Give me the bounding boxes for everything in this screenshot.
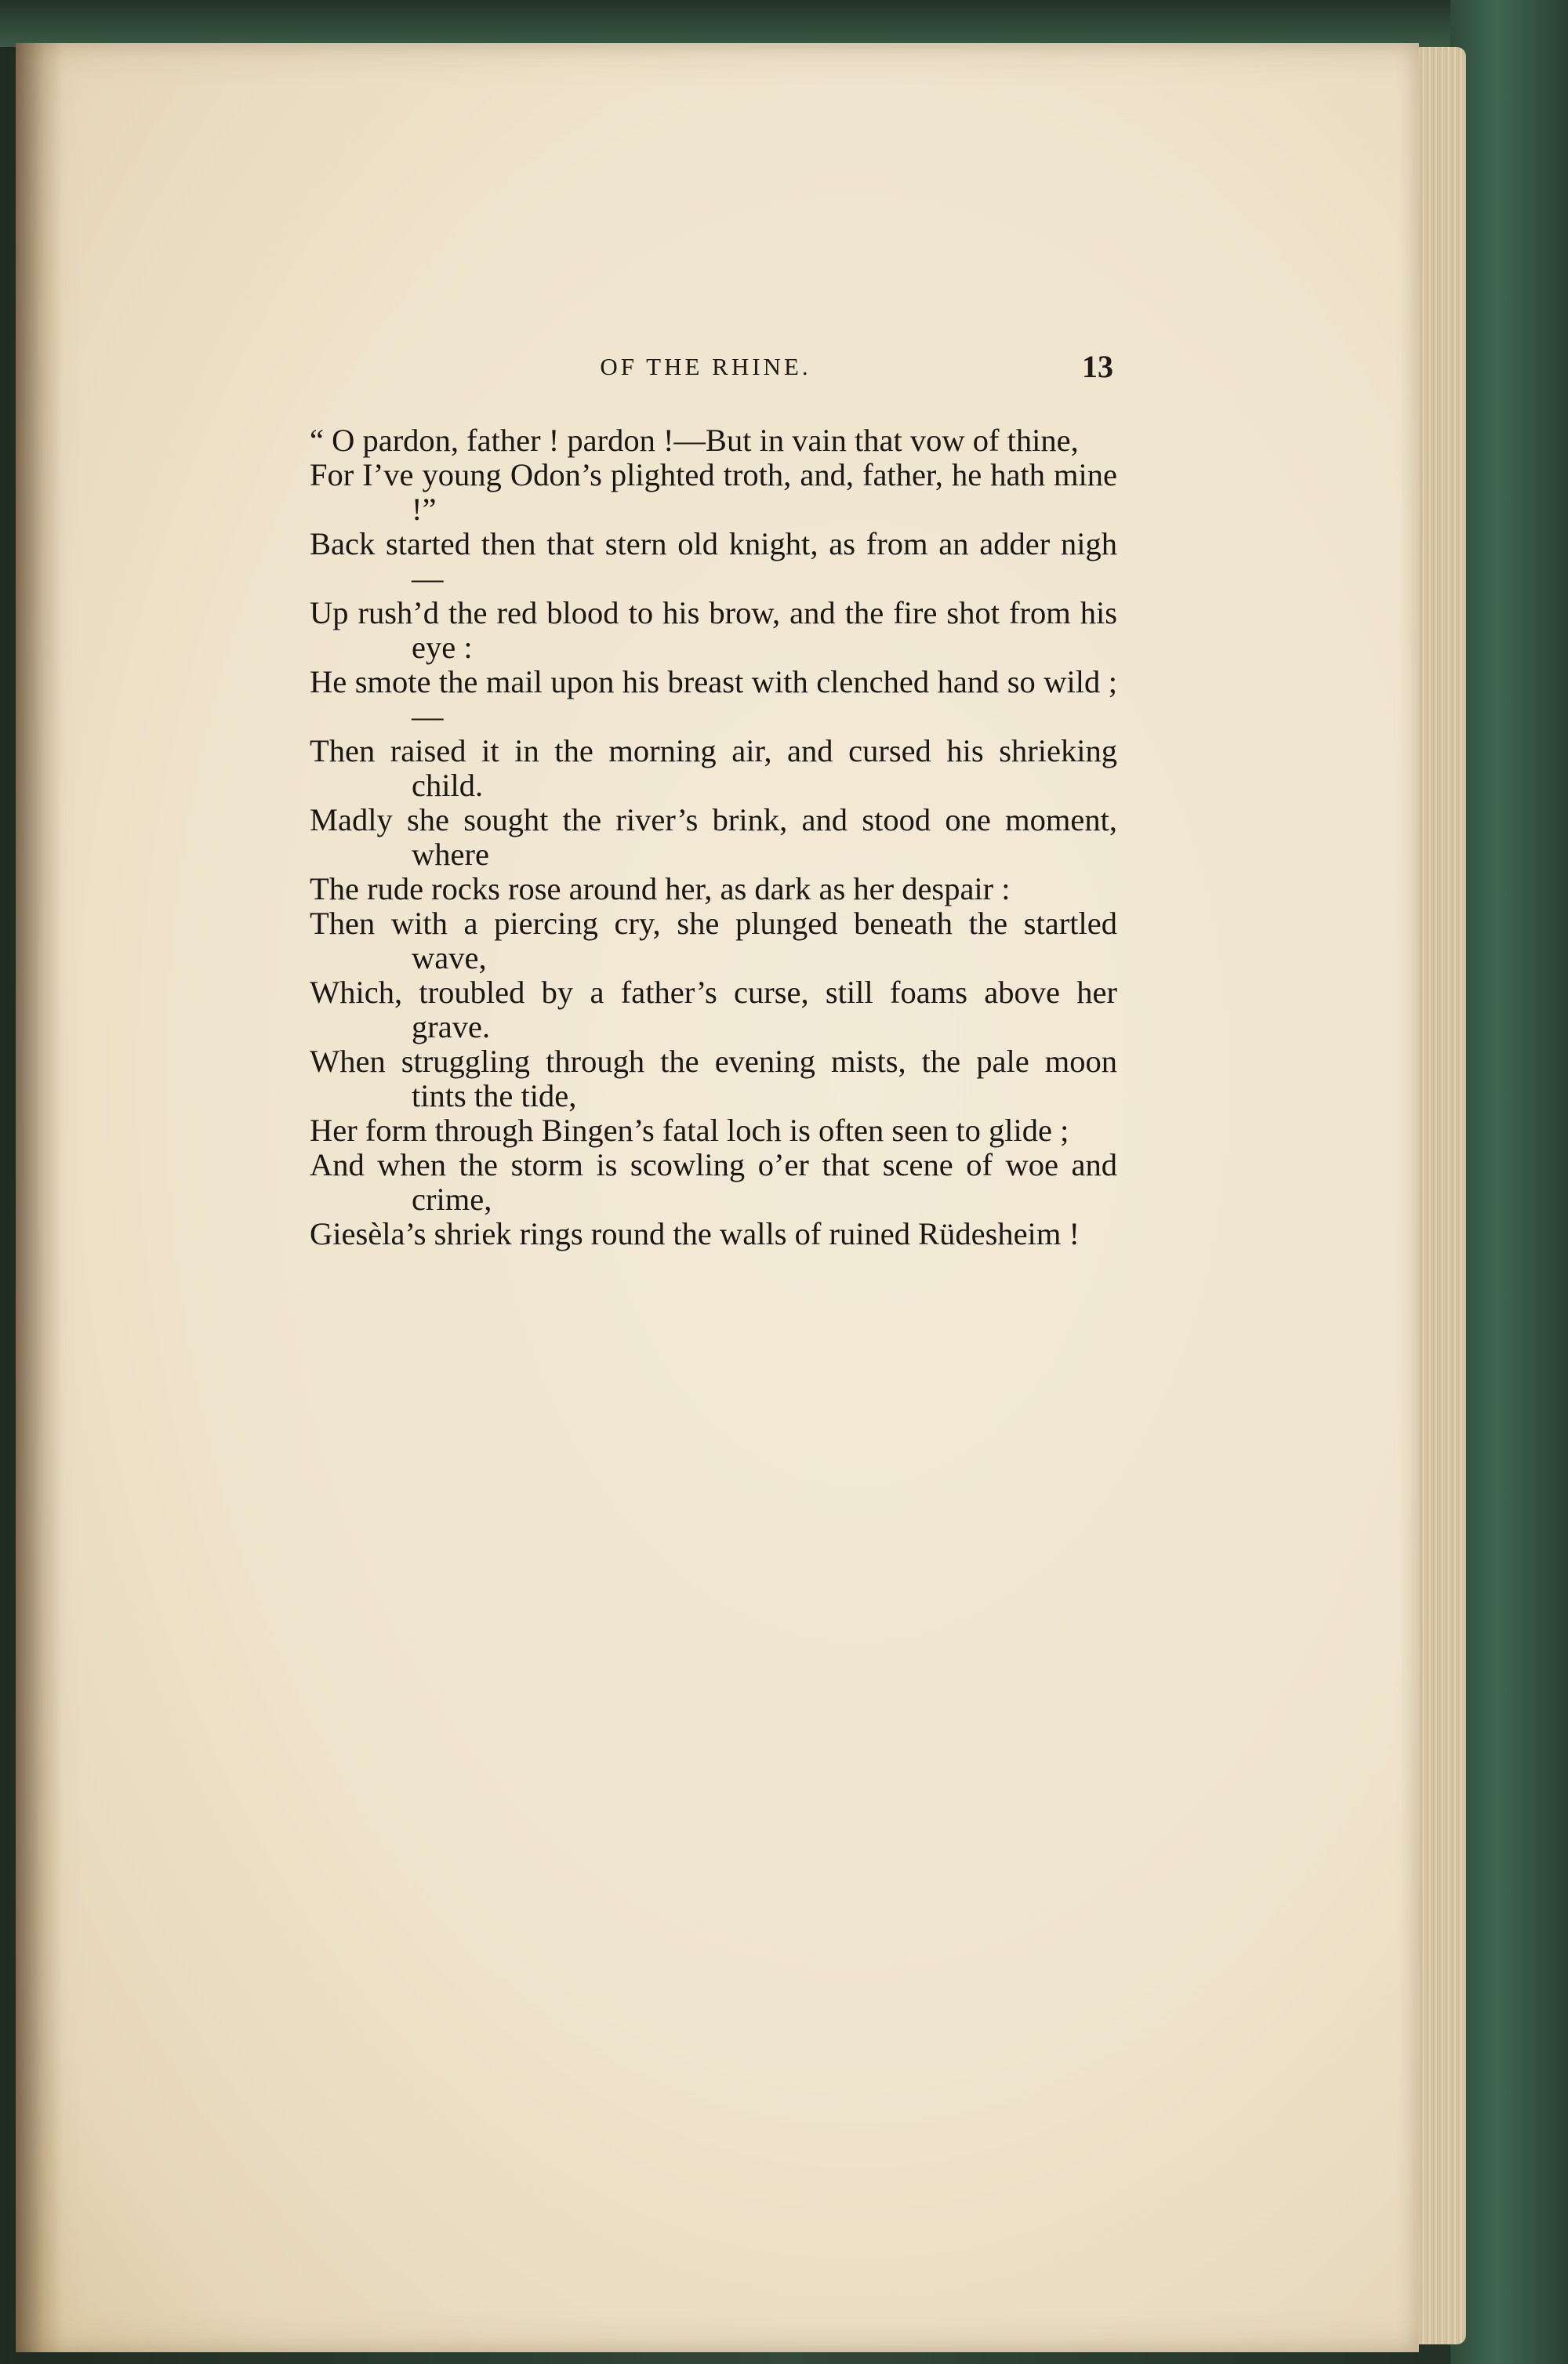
poem-line: Madly she sought the river’s brink, and stood one moment, where (310, 802, 1117, 872)
poem-line: Which, troubled by a father’s curse, still foams above her grave. (310, 975, 1117, 1044)
page-gutter-shadow (16, 43, 63, 2352)
running-head: OF THE RHINE. (600, 353, 811, 380)
poem-line: When struggling through the evening mists, the pale moon tints the tide, (310, 1044, 1117, 1113)
book-cover-edge (1450, 0, 1568, 2364)
poem-line: Giesèla’s shriek rings round the walls of ruined Rüdesheim ! (310, 1216, 1080, 1251)
poem-line: He smote the mail upon his breast with clenched hand so wild ;— (310, 664, 1117, 734)
poem-text (310, 423, 1117, 1251)
book-cover-top (0, 0, 1568, 47)
page-number: 13 (1082, 349, 1113, 384)
poem-line: Up rush’d the red blood to his brow, and the fire shot from his eye : (310, 595, 1117, 665)
page-header (298, 349, 1113, 400)
poem-line: The rude rocks rose around her, as dark as her despair : (310, 871, 1011, 906)
poem-line: Her form through Bingen’s fatal loch is often seen to glide ; (310, 1113, 1069, 1148)
poem-line: For I’ve young Odon’s plighted troth, and, father, he hath mine !” (310, 457, 1117, 527)
poem-line: “ O pardon, father ! pardon !—But in vain that vow of thine, (310, 423, 1079, 458)
poem-line: Then with a piercing cry, she plunged beneath the startled wave, (310, 906, 1117, 975)
poem-line: Back started then that stern old knight, as from an adder nigh— (310, 526, 1117, 596)
poem-line: And when the storm is scowling o’er that scene of woe and crime, (310, 1147, 1117, 1217)
poem-line: Then raised it in the morning air, and cursed his shrieking child. (310, 733, 1117, 803)
